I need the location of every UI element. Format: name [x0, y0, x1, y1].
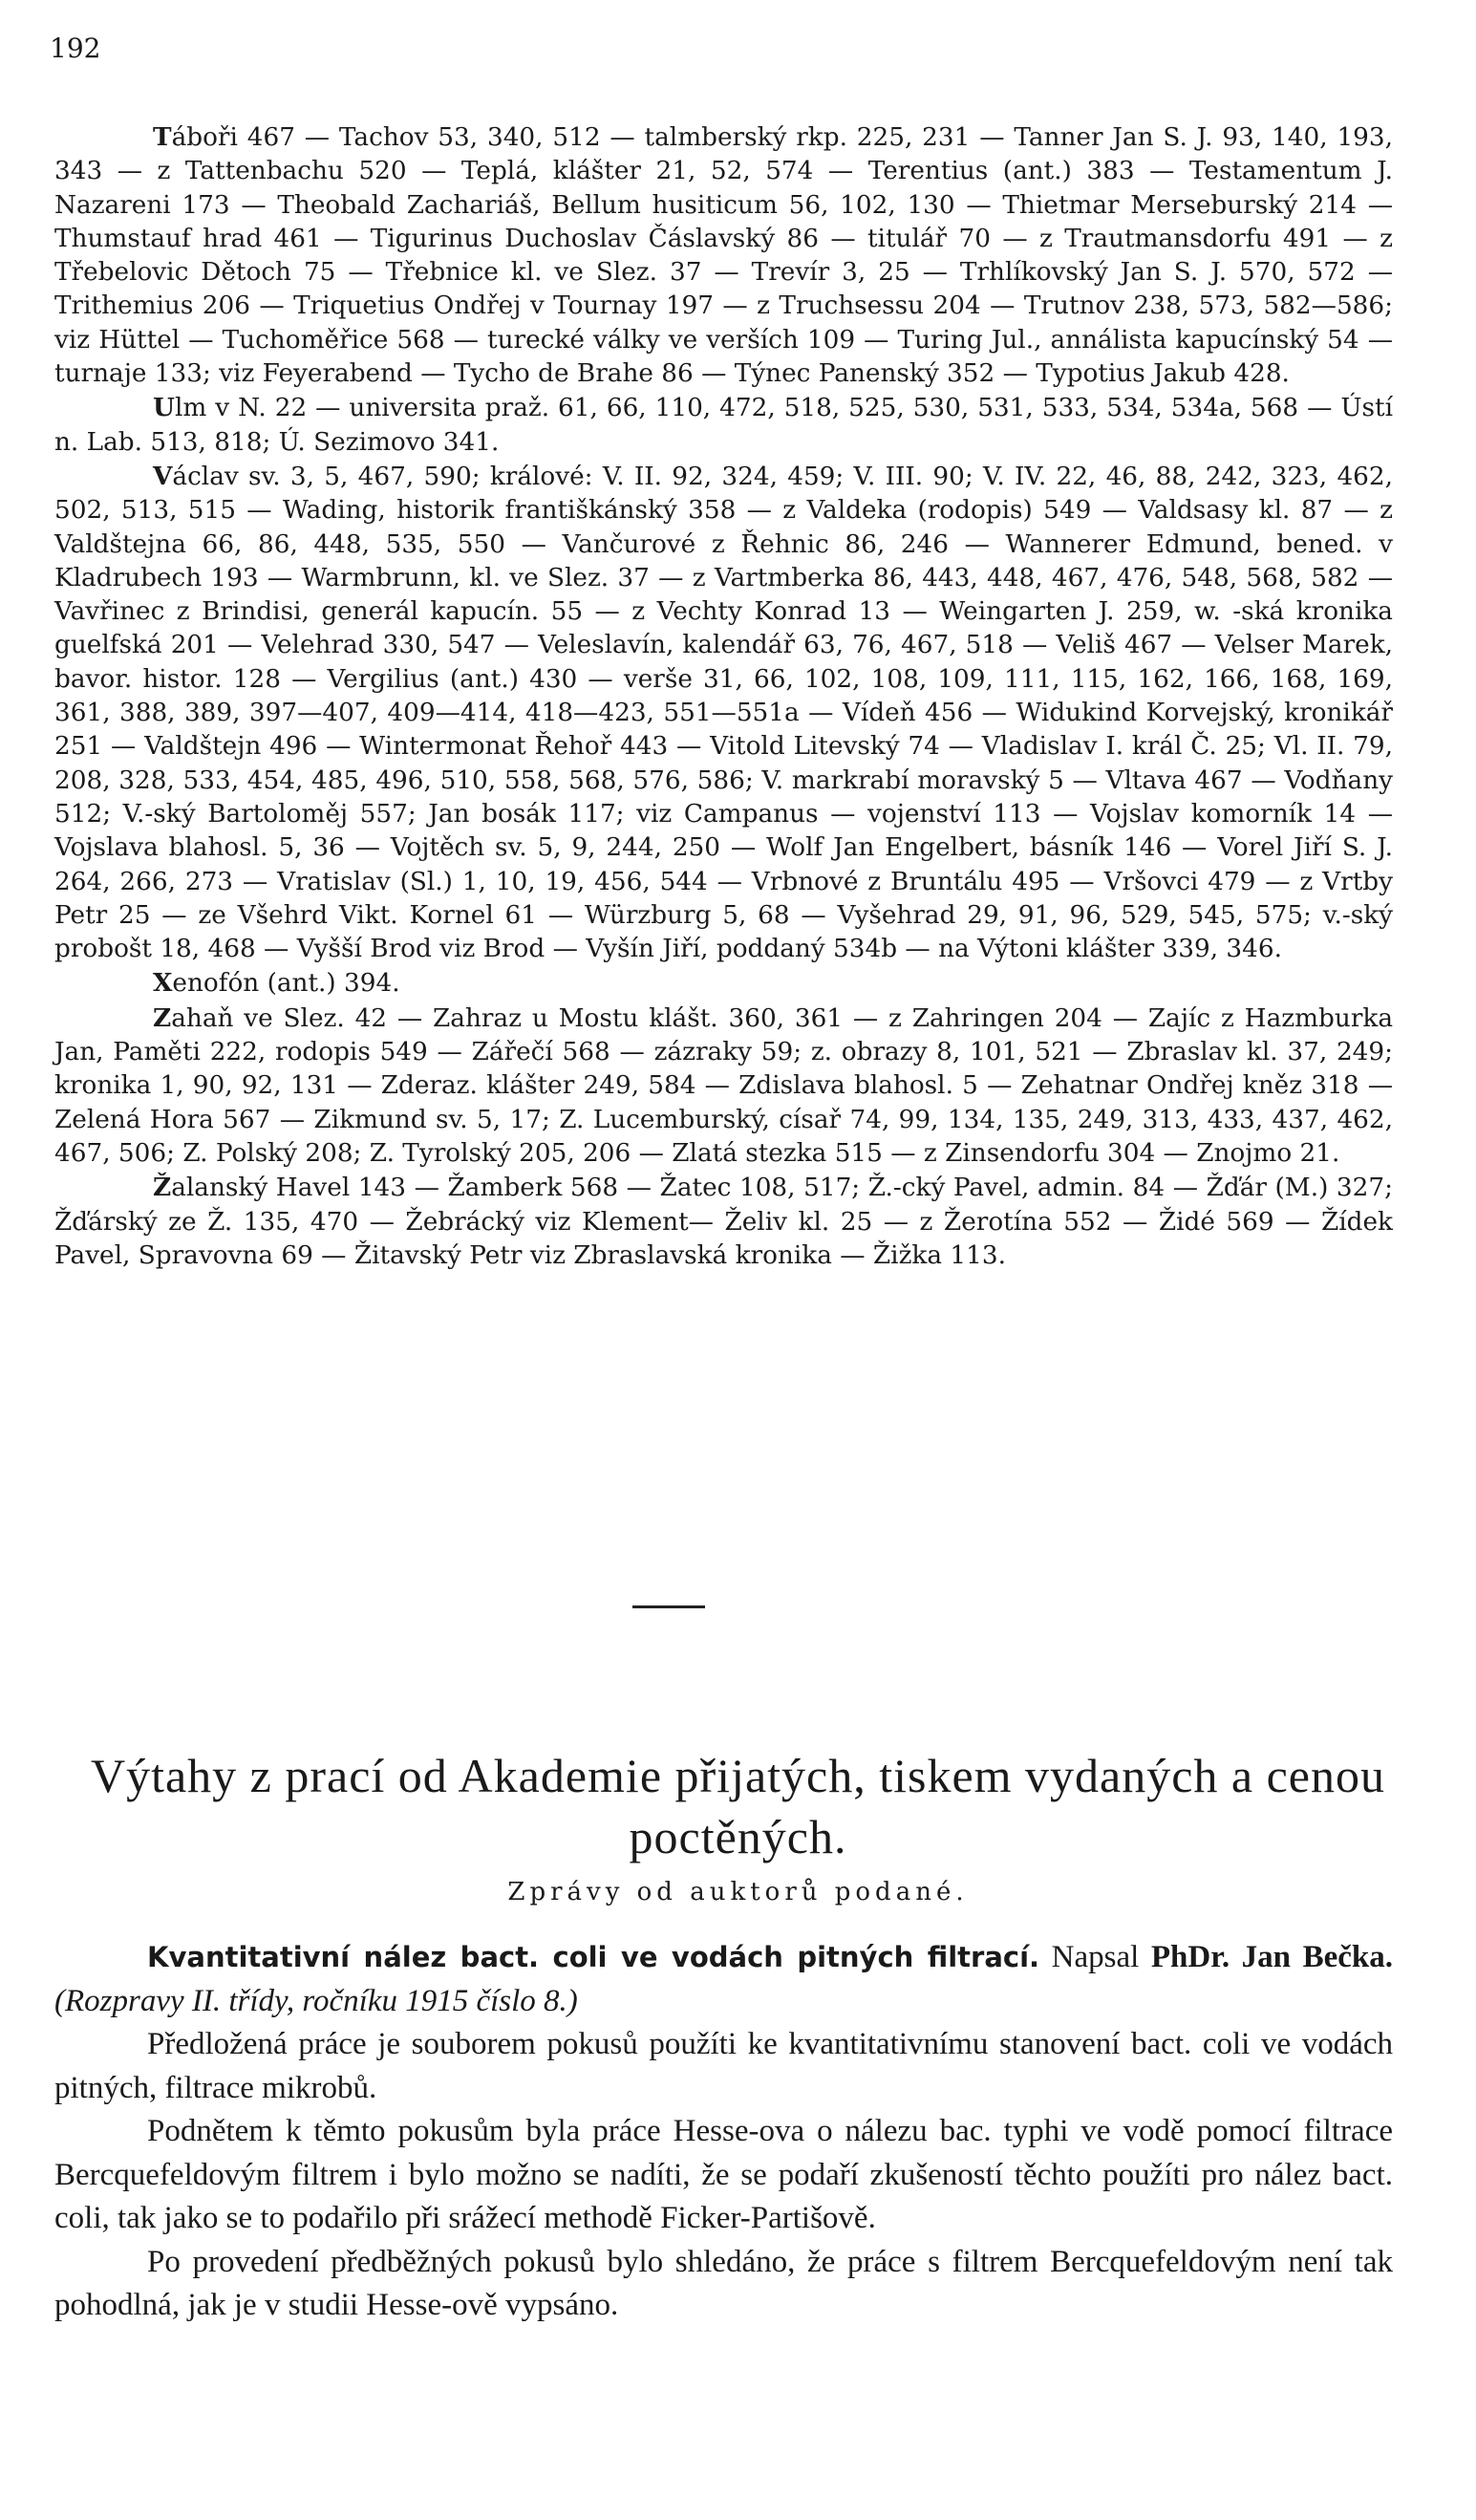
name-index [54, 120, 1393, 1273]
index-paragraph: Xenofón (ant.) 394. [153, 968, 400, 999]
report-body [54, 1936, 1393, 2328]
index-paragraph: Zahaň ve Slez. 42 — Zahraz u Mostu klášt. 360, 361 — z Zahringen 204 — Zajíc z Hazmburka Jan, Paměti 222, rodopis 549 — Zářečí 568 — zázraky 59; z. obrazy 8, 101, 521 — Zbraslav kl. 37, 249; kronika 1, 90, 92, 131 — Zderaz. klášter 249, 584 — Zdislava blahosl. 5 — Zehatnar Ondřej kněz 318 — Zelená Hora 567 — Zikmund sv. 5, 17; Z. Lucemburský, císař 74, 99, 134, 135, 249, 313, 433, 437, 462, 467, 506; Z. Polský 208; Z. Tyrolský 205, 206 — Zlatá stezka 515 — z Zinsendorfu 304 — Znojmo 21. [54, 1002, 1393, 1168]
index-paragraph: Václav sv. 3, 5, 467, 590; králové: V. II. 92, 324, 459; V. III. 90; V. IV. 22, 46, 88, 242, 323, 462, 502, 513, 515 — Wading, historik františkánský 358 — z Valdeka (rodopis) 549 — Valdsasy kl. 87 — z Valdštejna 66, 86, 448, 535, 550 — Vančurové z Řehnic 86, 246 — Wannerer Edmund, bened. v Kladrubech 193 — Warmbrunn, kl. ve Slez. 37 — z Vartmberka 86, 443, 448, 467, 476, 548, 568, 582 — Vavřinec z Brindisi, generál kapucín. 55 — z Vechty Konrad 13 — Weingarten J. 259, w. -ská kronika guelfská 201 — Velehrad 330, 547 — Veleslavín, kalendář 63, 76, 467, 518 — Veliš 467 — Velser Marek, bavor. histor. 128 — Vergilius (ant.) 430 — verše 31, 66, 102, 108, 109, 111, 115, 162, 166, 168, 169, 361, 388, 389, 397—407, 409—414, 418—423, 551—551a — Vídeň 456 — Widukind Korvejský, kronikář 251 — Valdštejn 496 — Wintermonat Řehoř 443 — Vitold Litevský 74 — Vladislav I. král Č. 25; Vl. II. 79, 208, 328, 533, 454, 485, 496, 510, 558, 568, 576, 586; V. markrabí moravský 5 — Vltava 467 — Vodňany 512; V.-ský Bartoloměj 557; Jan bosák 117; viz Campanus — vojenství 113 — Vojslav komorník 14 — Vojslava blahosl. 5, 36 — Vojtěch sv. 5, 9, 244, 250 — Wolf Jan Engelbert, básník 146 — Vorel Jiří S. J. 264, 266, 273 — Vratislav (Sl.) 1, 10, 19, 456, 544 — Vrbnové z Bruntálu 495 — Vršovci 479 — z Vrtby Petr 25 — ze Všehrd Vikt. Kornel 61 — Würzburg 5, 68 — Vyšehrad 29, 91, 96, 529, 545, 575; v.-ský probošt 18, 468 — Vyšší Brod viz Brod — Vyšín Jiří, poddaný 534b — na Výtoni klášter 339, 346. [54, 461, 1393, 964]
section-divider [632, 1605, 705, 1608]
report-author: PhDr. Jan Bečka. [1150, 1940, 1394, 1974]
report-by: Napsal [1051, 1940, 1140, 1974]
report-paragraph: Po provedení předběžných pokusů bylo shledáno, že práce s filtrem Bercquefeldovým není tak pohodlná, jak je v studii Hesse-ově vypsáno. [54, 2244, 1393, 2322]
report-paragraph: Podnětem k těmto pokusům byla práce Hesse-ova o nálezu bac. typhi ve vodě pomocí filtrace Bercquefeldovým filtrem i bylo možno se nadíti, že se podaří zkušeností těchto použíti pro nález bact. coli, tak jako se to podařilo při srážecí methodě Ficker-Partišově. [54, 2114, 1393, 2235]
report-paragraph: Předložená práce je souborem pokusů použíti ke kvantitativnímu stanovení bact. coli ve vodách pitných, filtrace mikrobů. [54, 2027, 1393, 2105]
section-heading: Výtahy z prací od Akademie přijatých, tiskem vydaných a cenou poctěných. [90, 1749, 1386, 1863]
report-header [54, 1936, 1393, 2023]
index-paragraph: Ulm v N. 22 — universita praž. 61, 66, 110, 472, 518, 525, 530, 531, 533, 534, 534a, 568 — Ústí n. Lab. 513, 818; Ú. Sezimovo 341. [54, 393, 1393, 457]
index-paragraph: Táboři 467 — Tachov 53, 340, 512 — talmberský rkp. 225, 231 — Tanner Jan S. J. 93, 140, 193, 343 — z Tattenbachu 520 — Teplá, klášter 21, 52, 574 — Terentius (ant.) 383 — Testamentum J. Nazareni 173 — Theobald Zachariáš, Bellum husiticum 56, 102, 130 — Thietmar Merseburský 214 — Thumstauf hrad 461 — Tigurinus Duchoslav Čáslavský 86 — titulář 70 — z Trautmansdorfu 491 — z Třebelovic Dětoch 75 — Třebnice kl. ve Slez. 37 — Trevír 3, 25 — Trhlíkovský Jan S. J. 570, 572 — Trithemius 206 — Triquetius Ondřej v Tournay 197 — z Truchsessu 204 — Trutnov 238, 573, 582—586; viz Hüttel — Tuchoměřice 568 — turecké války ve verších 109 — Turing Jul., annálista kapucínský 54 — turnaje 133; viz Feyerabend — Tycho de Brahe 86 — Týnec Panenský 352 — Typotius Jakub 428. [54, 122, 1393, 389]
section-subheading: Zprávy od auktorů podané. [507, 1878, 969, 1906]
report-title: Kvantitativní nález bact. coli ve vodách pitných filtrací. [147, 1941, 1040, 1973]
index-paragraph: Žalanský Havel 143 — Žamberk 568 — Žatec 108, 517; Ž.-cký Pavel, admin. 84 — Žďár (M.) 327; Žďárský ze Ž. 135, 470 — Žebrácký viz Klement— Želiv kl. 25 — z Žerotína 552 — Židé 569 — Žídek Pavel, Spravovna 69 — Žitavský Petr viz Zbraslavská kronika — Žižka 113. [54, 1173, 1393, 1270]
report-citation: (Rozpravy II. třídy, ročníku 1915 číslo 8.) [54, 1983, 578, 2018]
page-number: 192 [50, 32, 101, 64]
